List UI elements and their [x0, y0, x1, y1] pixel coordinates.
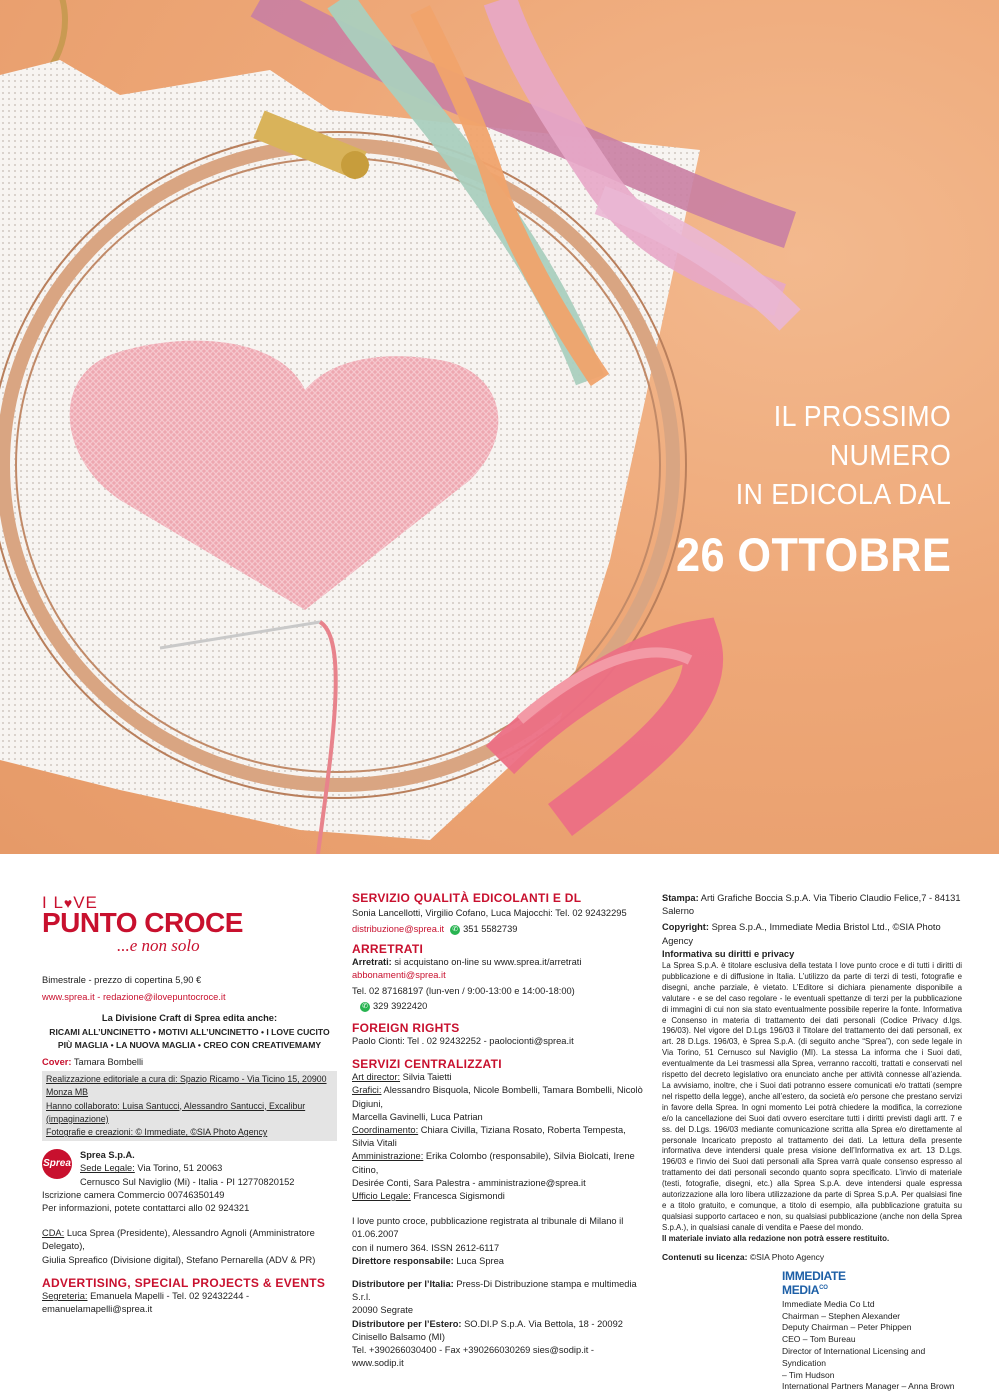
arretrati-tel: Tel. 02 87168197 (lun-ven / 9:00-13:00 e 14:00-18:00) — [352, 986, 575, 997]
dist-est-value-2: Tel. +390266030400 - Fax +390266030269 sies@sodip.it - www.sodip.it — [352, 1345, 595, 1369]
art-value: Silvia Taietti — [402, 1072, 452, 1083]
foreign-rights-title: FOREIGN RIGHTS — [352, 1020, 460, 1035]
stampa-label: Stampa: — [662, 893, 699, 903]
cda-label: CDA: — [42, 1228, 65, 1239]
cda-value: Luca Sprea (Presidente), Alessandro Agnoli (Amministratore Delegato), — [42, 1228, 315, 1252]
logo-line-1b: VE — [73, 893, 98, 912]
dist-it-value: Press-Di Distribuzione stampa e multimedia S.r.l. — [352, 1279, 637, 1303]
copyright-label: Copyright: — [662, 922, 709, 933]
licenza-label: Contenuti su licenza: — [662, 1251, 748, 1262]
craft-line-1: RICAMI ALL’UNCINETTO • MOTIVI ALL’UNCINETTO • I LOVE CUCITO — [49, 1026, 330, 1037]
whatsapp-icon: ✆ — [360, 1002, 370, 1012]
im-line-1: Immediate Media Co Ltd — [782, 1298, 875, 1309]
credits-line-2: Hanno collaborato: Luisa Santucci, Alessandro Santucci, Excalibur (impaginazione) — [46, 1100, 306, 1124]
cover-value: Tamara Bombelli — [73, 1057, 144, 1068]
teaser-line-3: IN EDICOLA DAL — [735, 479, 951, 511]
iscrizione: Iscrizione camera Commercio 00746350149 — [42, 1189, 225, 1200]
amm-value-2: Desirée Conti, Sara Palestra - amministrazione@sprea.it — [352, 1177, 586, 1188]
immediate-logo-line-1: IMMEDIATE — [782, 1268, 846, 1283]
copyright-value: Sprea S.p.A., Immediate Media Bristol Ltd., ©SIA Photo Agency — [662, 922, 941, 946]
immediate-block — [662, 1270, 962, 1393]
sprea-block — [42, 1149, 337, 1189]
art-label: Art director: — [352, 1072, 401, 1083]
credits-line-3: Fotografie e creazioni: © Immediate, ©SIA Photo Agency — [46, 1127, 268, 1138]
sede-label: Sede Legale: — [80, 1163, 135, 1174]
adv-title: ADVERTISING, SPECIAL PROJECTS & EVENTS — [42, 1275, 326, 1290]
immediate-logo-line-2: MEDIA — [782, 1282, 820, 1297]
colophon-column-2 — [352, 892, 647, 1371]
foreign-rights-line: Paolo Cionti: Tel . 02 92432252 - paolocionti@sprea.it — [352, 1035, 574, 1046]
cda-value-2: Giulia Spreafico (Divisione digital), Stefano Pernarella (ADV & PR) — [42, 1254, 316, 1265]
dist-it-value-2: 20090 Segrate — [352, 1305, 413, 1316]
arretrati-phone: 329 3922420 — [373, 1001, 428, 1012]
im-line-5: Director of International Licensing and Syndication — [782, 1345, 926, 1368]
segreteria-label: Segreteria: — [42, 1291, 88, 1302]
price-line: Bimestrale - prezzo di copertina 5,90 € — [42, 975, 202, 985]
graf-label: Grafici: — [352, 1085, 382, 1096]
stampa-value: Arti Grafiche Boccia S.p.A. Via Tiberio Claudio Felice,7 - 84131 Salerno — [662, 893, 961, 917]
arretrati-title: ARRETRATI — [352, 941, 424, 956]
credits-box — [42, 1071, 337, 1141]
segreteria-value: Emanuela Mapelli - Tel. 02 92432244 - emanuelamapelli@sprea.it — [42, 1291, 250, 1315]
graf-value-2: Marcella Gavinelli, Luca Patrian — [352, 1111, 483, 1122]
sede-value: Via Torino, 51 20063 — [137, 1163, 223, 1174]
legal-label: Ufficio Legale: — [352, 1191, 411, 1202]
immediate-logo — [782, 1270, 962, 1296]
registration-1: I love punto croce, pubblicazione registrata al tribunale di Milano il 01.06.2007 — [352, 1216, 624, 1240]
teaser-date: 26 OTTOBRE — [675, 528, 951, 581]
im-line-4: CEO – Tom Bureau — [782, 1334, 856, 1345]
website-link[interactable]: www.sprea.it - redazione@ilovepuntocroce.it — [42, 992, 226, 1003]
quality-line: Sonia Lancellotti, Virgilio Cofano, Luca Majocchi: Tel. 02 92432295 — [352, 908, 627, 919]
immediate-logo-co: CO — [819, 1284, 828, 1291]
dist-est-label: Distributore per l’Estero: — [352, 1318, 462, 1329]
next-issue-teaser — [652, 398, 951, 582]
coord-label: Coordinamento: — [352, 1125, 419, 1136]
sprea-logo: Sprea — [42, 1149, 72, 1179]
privacy-title: Informativa su diritti e privacy — [662, 948, 795, 959]
director-value: Luca Sprea — [456, 1255, 504, 1266]
quality-phone: 351 5582739 — [463, 924, 518, 935]
quality-email[interactable]: distribuzione@sprea.it — [352, 924, 445, 935]
arretrati-text: si acquistano on-line su www.sprea.it/arretrati — [394, 956, 582, 967]
teaser-line-2: NUMERO — [829, 440, 951, 472]
contact-info: Per informazioni, potete contattarci allo 02 924321 — [42, 1203, 250, 1214]
colophon — [0, 854, 999, 1392]
colophon-column-3 — [662, 892, 962, 1393]
registration-2: con il numero 364. ISSN 2612-6117 — [352, 1242, 500, 1253]
im-line-3: Deputy Chairman – Peter Phippen — [782, 1322, 912, 1333]
im-line-6: – Tim Hudson — [782, 1369, 835, 1380]
im-line-7: International Partners Manager – Anna Brown — [782, 1381, 955, 1392]
whatsapp-icon: ✆ — [450, 925, 460, 935]
legal-value: Francesca Sigismondi — [413, 1191, 505, 1202]
licenza-value: ©SIA Photo Agency — [749, 1251, 825, 1262]
im-line-2: Chairman – Stephen Alexander — [782, 1310, 901, 1321]
heart-icon: ♥ — [63, 895, 74, 911]
credits-line-1: Realizzazione editoriale a cura di: Spazio Ricamo - Via Ticino 15, 20900 Monza MB — [46, 1074, 327, 1098]
graf-value: Alessandro Bisquola, Nicole Bombelli, Tamara Bombelli, Nicolò Digiuni, — [352, 1085, 643, 1109]
coord-value: Chiara Civilla, Tiziana Rosato, Roberta Tempesta, Silvia Vitali — [352, 1125, 626, 1149]
magazine-logo — [42, 893, 243, 956]
privacy-text: La Sprea S.p.A. è titolare esclusiva della testata I love punto croce e di tutti i diritti di pubblicazione e di diffusione in Italia. L’utilizzo da parte di terzi di testi, fotografie e disegni, anche parziale, è vietato. L’Editore si dichiara pienamente disponibile a valutare - e se del caso regolare - le eventuali spettanze di terzi per la pubblicazione di immagini di cui non sia stato eventualmente possibile reperire la fonte. Informativa e Consenso in materia di trattamento dei dati personali (Codice Privacy d.lgs. 196/03). Nel vigore del D.Lgs 196/03 il Titolare del trattamento dei dati personali, ex art. 28 D.Lgs. 196/03, è Sprea S.p.A. (di seguito anche “Sprea”), con sede legale in Via Torino, 51 Cernusco sul Naviglio (MI). La stessa La informa che i Suoi dati, eventualmente da Lei trasmessi alla Sprea, verranno raccolti, trattati e conservati nel rispetto del decreto legislativo ora enunciato anche per attività connesse all’azienda. La avvisiamo, inoltre, che i Suoi dati potranno essere comunicati e/o trattati (sempre nel rispetto della legge), anche all’estero, da società e/o persone che prestano servizi in favore della Sprea. In ogni momento Lei potrà chiedere la modifica, la correzione e/o la cancellazione dei Suoi dati ovvero esercitare tutti i diritti previsti dagli artt. 7 e ss. del D.Lgs. 196/03 mediante comunicazione scritta alla Sprea e/o direttamente al personale Incaricato preposto al trattamento dei dati. La lettura della presente informativa deve intendersi quale presa visione dell’Informativa ex art. 13 D.Lgs. 196/03 e l’invio dei Suoi dati personali alla Sprea varrà quale consenso espresso al trattamento dei dati personali secondo quanto sopra specificato. L’invio di materiale (testi, fotografie, disegni, etc.) alla Sprea S.p.A. deve intendersi quale espressa autorizzazione alla loro libera utilizzazione da parte di Sprea S.p.A. Per qualsiasi fine e a titolo gratuito, e comunque, a titolo di esempio, alla pubblicazione gratuita su qualsiasi supporto cartaceo e non, su qualsiasi pubblicazione (anche non della Sprea S.p.A.), in qualsiasi canale di vendita e Paese del mondo. — [662, 961, 962, 1232]
cover-label: Cover: — [42, 1057, 72, 1068]
arretrati-email[interactable]: abbonamenti@sprea.it — [352, 970, 446, 981]
craft-title: La Divisione Craft di Sprea edita anche: — [101, 1013, 278, 1024]
servizi-title: SERVIZI CENTRALIZZATI — [352, 1057, 502, 1072]
logo-line-1a: I L — [42, 893, 64, 912]
director-label: Direttore responsabile: — [352, 1255, 454, 1266]
logo-line-3: ...e non solo — [117, 936, 200, 956]
dist-it-label: Distributore per l’Italia: — [352, 1279, 454, 1290]
dist-est-value: SO.DI.P S.p.A. Via Bettola, 18 - 20092 Cinisello Balsamo (MI) — [352, 1318, 623, 1342]
privacy-bold: Il materiale inviato alla redazione non potrà essere restituito. — [662, 1233, 890, 1243]
quality-title: SERVIZIO QUALITÀ EDICOLANTI E DL — [352, 891, 582, 905]
sede-city: Cernusco Sul Naviglio (Mi) - Italia - PI 12770820152 — [80, 1176, 295, 1187]
amm-value: Erika Colombo (responsabile), Silvia Biolcati, Irene Citino, — [352, 1151, 635, 1175]
amm-label: Amministrazione: — [352, 1151, 424, 1162]
sprea-name: Sprea S.p.A. — [80, 1150, 135, 1161]
craft-line-2: PIÙ MAGLIA • LA NUOVA MAGLIA • CREO CON CREATIVEMAMY — [57, 1039, 322, 1050]
logo-line-2: PUNTO CROCE — [42, 907, 243, 939]
teaser-line-1: IL PROSSIMO — [773, 401, 951, 433]
arretrati-label: Arretrati: — [352, 956, 392, 967]
